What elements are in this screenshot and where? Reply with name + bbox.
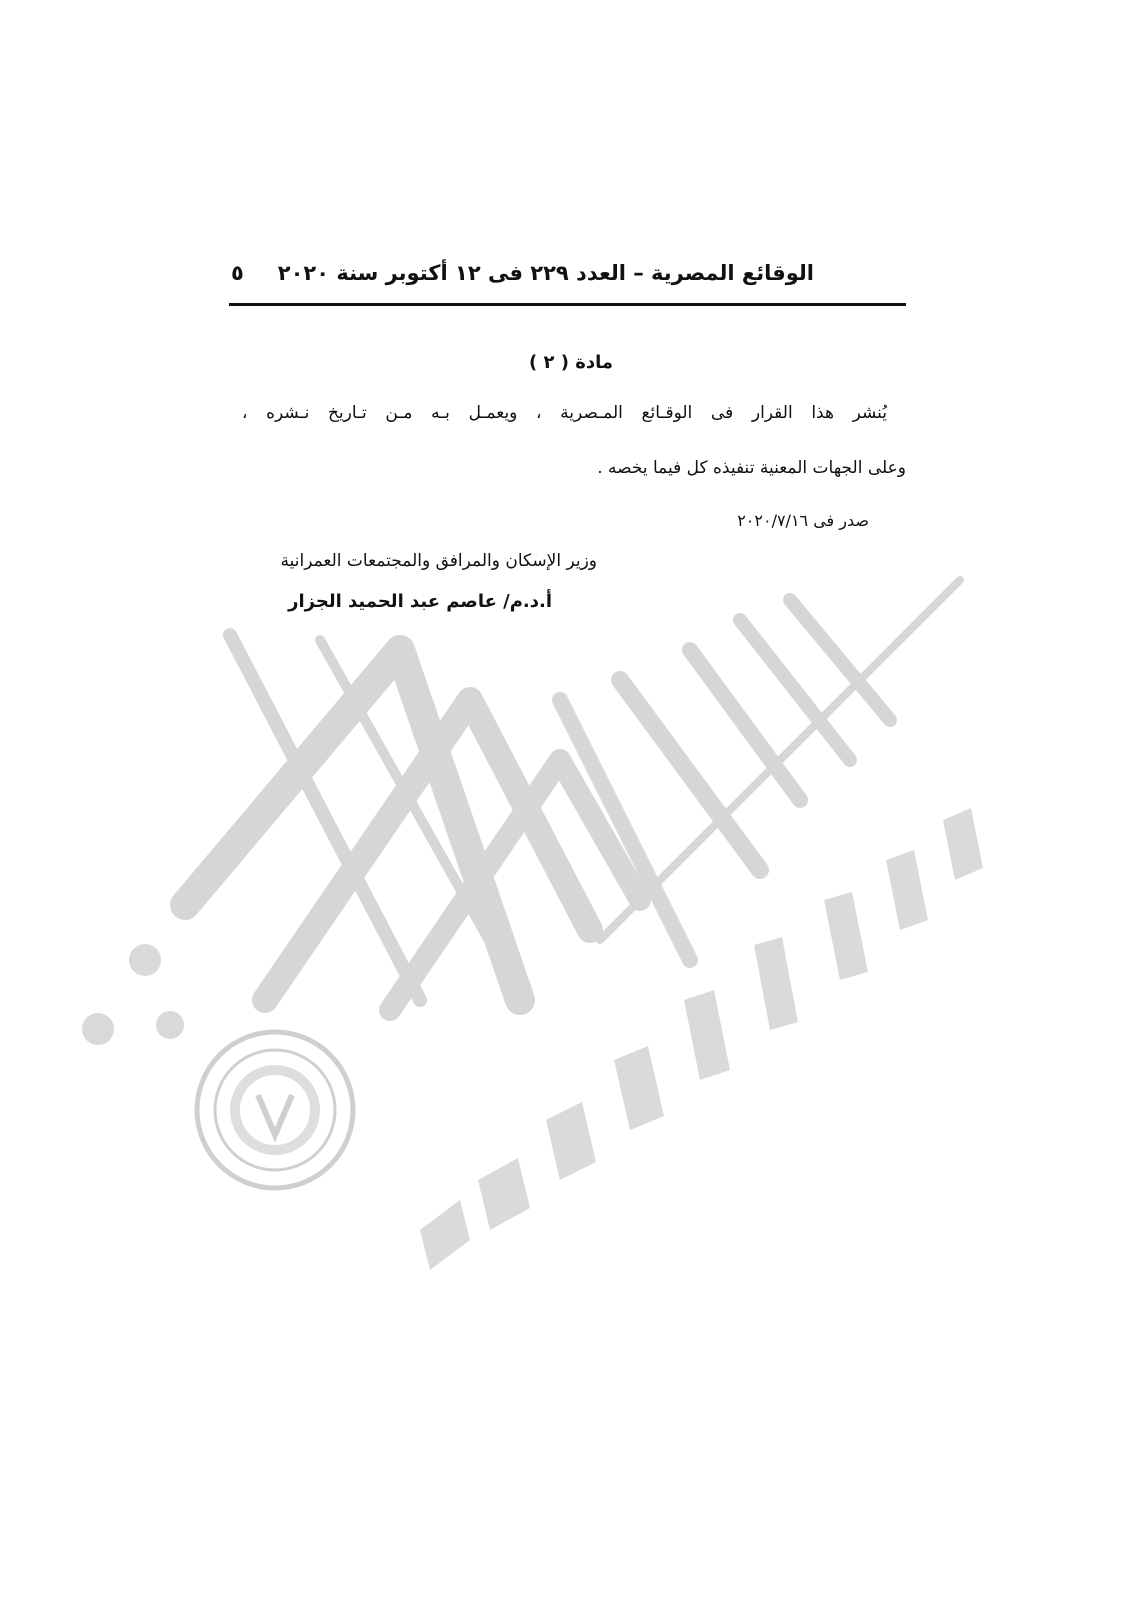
- page-header: [229, 255, 906, 306]
- page-number: ٥: [231, 261, 244, 285]
- article-text-line-1: يُنشر هذا القرار فى الوقـائع المـصرية ، ويعمـل بـه مـن تـاريخ نـشره ،: [242, 403, 887, 423]
- signatory-title: وزير الإسكان والمرافق والمجتمعات العمرانية: [280, 551, 597, 571]
- watermark-dots: [82, 944, 184, 1045]
- watermark-seal: [197, 1032, 353, 1188]
- article-heading: مادة ( ٢ ): [528, 352, 614, 373]
- article-text-line-2: وعلى الجهات المعنية تنفيذه كل فيما يخصه .: [597, 458, 906, 478]
- watermark-notice-strokes: [420, 808, 983, 1270]
- issue-date: صدر فى ٢٠٢٠/٧/١٦: [737, 511, 869, 530]
- signatory-name: أ.د.م/ عاصم عبد الحميد الجزار: [288, 591, 552, 612]
- watermark-logo: [185, 580, 960, 1010]
- header-title: الوقائع المصرية – العدد ٢٢٩ فى ١٢ أكتوبر سنة ٢٠٢٠: [277, 261, 814, 285]
